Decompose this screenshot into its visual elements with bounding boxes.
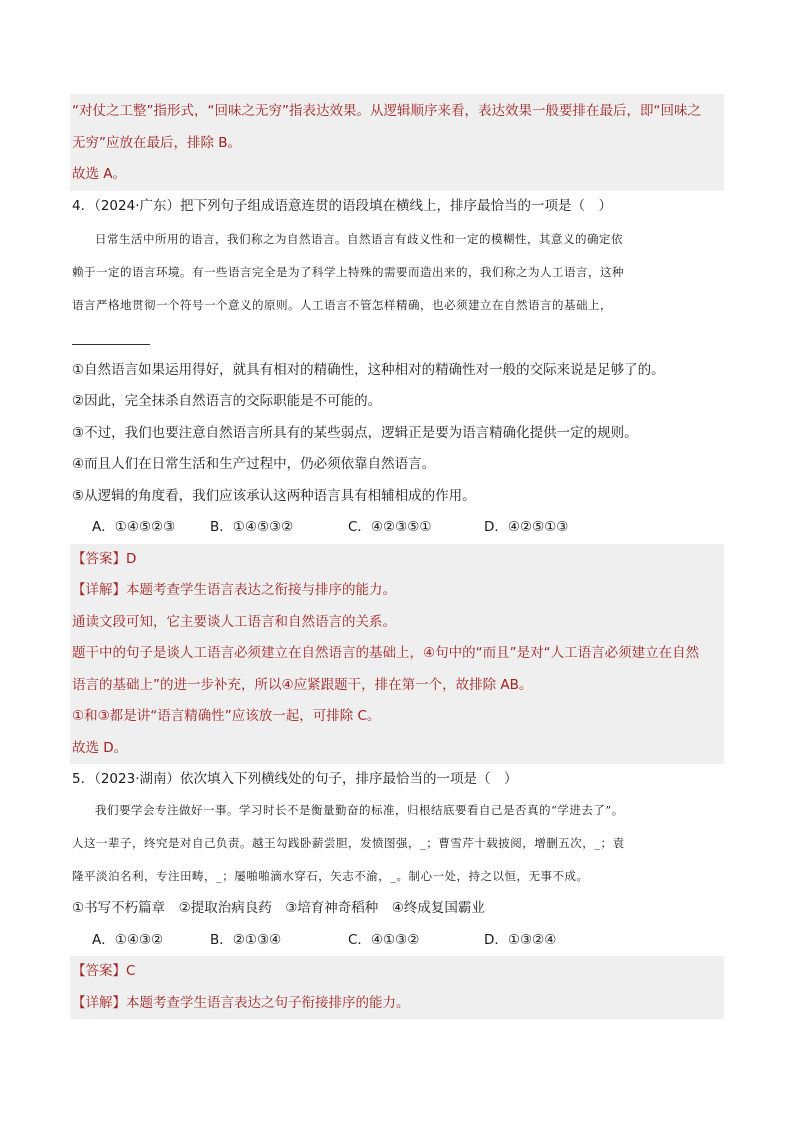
- detail-tag: 【详解】: [72, 994, 126, 1011]
- sentence-item: ⑤从逻辑的角度看，我们应该承认这两种语言具有相辅相成的作用。: [72, 487, 476, 504]
- conclusion-line: 故选 D。: [72, 739, 128, 756]
- detail-line: 题干中的句子是谈人工语言必须建立在自然语言的基础上，④句中的“而且”是对“人工语言必须建立在自然: [72, 645, 700, 661]
- sentence-item: ③不过，我们也要注意自然语言所具有的某些弱点，逻辑正是要为语言精确化提供一定的规则。: [72, 424, 638, 441]
- passage-line: 赖于一定的语言环境。有一些语言完全是为了科学上特殊的需要而造出来的，我们称之为人工语言，这种: [72, 264, 624, 279]
- question-4-sentences: [70, 355, 724, 513]
- question-4-options: [70, 512, 724, 544]
- option-d: D．①③②④: [484, 931, 557, 948]
- sentence-item: ②因此，完全抹杀自然语言的交际职能是不可能的。: [72, 393, 382, 409]
- question-5-passage: [70, 794, 724, 893]
- explanation-line: 无穷”应放在最后，排除 B。: [72, 134, 242, 151]
- question-5-stem: 5．（2023·湖南）依次填入下列横线处的句子，排序最恰当的一项是（ ）: [72, 771, 518, 787]
- passage-line: 人这一辈子，终究是对自己负责。越王勾践卧薪尝胆，发愤图强，_；曹雪芹十载披阅，增删五次，_；袁: [72, 836, 625, 850]
- question-4-answer-block: [70, 544, 724, 765]
- document-page: [70, 94, 724, 1019]
- question-5-options: [70, 925, 724, 957]
- question-4-stem: 4．（2024·广东）把下列句子组成语意连贯的语段填在横线上，排序最恰当的一项是（ ）: [72, 197, 612, 214]
- sentence-item: ①自然语言如果运用得好，就具有相对的精确性，这种相对的精确性对一般的交际来说是足够了的。: [72, 361, 665, 378]
- answer-tag: 【答案】: [72, 550, 126, 567]
- answer-value: D: [126, 550, 137, 567]
- explanation-line: “对仗之工整”指形式，“回味之无穷”指表达效果。从逻辑顺序来看，表达效果一般要排在最后，即“回味之: [72, 103, 701, 119]
- detail-line: 本题考查学生语言表达之衔接与排序的能力。: [126, 582, 396, 598]
- detail-tag: 【详解】: [72, 582, 126, 598]
- option-c: C．④①③②: [348, 931, 420, 948]
- fill-in-blank-line: [72, 324, 150, 345]
- option-a: A．①④③②: [92, 931, 164, 948]
- option-a: A．①④⑤②③: [92, 519, 176, 535]
- question-5-answer-block: [70, 956, 724, 1019]
- conclusion-line: 故选 A。: [72, 166, 127, 182]
- option-b: B．①④⑤③②: [210, 519, 294, 535]
- question-4-passage: [70, 223, 724, 345]
- sentence-item: ④而且人们在日常生活和生产过程中，仍必须依靠自然语言。: [72, 456, 436, 472]
- answer-tag: 【答案】: [72, 963, 126, 979]
- detail-line: ①和③都是讲“语言精确性”应该放一起，可排除 C。: [72, 708, 381, 724]
- option-d: D．④②⑤①③: [484, 519, 569, 535]
- answer-value: C: [126, 963, 136, 979]
- previous-explanation-block: [70, 94, 724, 191]
- passage-line: 隆平淡泊名利，专注田畴，_；屡啪啪滴水穿石，矢志不渝，_。制心一处，持之以恒，无事不成。: [72, 869, 589, 883]
- question-5-items: ①书写不朽篇章 ②提取治病良药 ③培育神奇稻种 ④终成复国霸业: [72, 900, 485, 916]
- option-c: C．④②③⑤①: [348, 519, 432, 535]
- option-b: B．②①③④: [210, 931, 282, 948]
- passage-line: 我们要学会专注做好一事。学习时长不是衡量勤奋的标准，归根结底要看自己是否真的“学进去了”。: [95, 803, 624, 817]
- passage-line: 语言严格地贯彻一个符号一个意义的原则。人工语言不管怎样精确，也必须建立在自然语言的基础上，: [72, 297, 612, 312]
- detail-line: 语言的基础上”的进一步补充，所以④应紧跟题干，排在第一个，故排除 AB。: [72, 676, 533, 693]
- detail-line: 通读文段可知，它主要谈人工语言和自然语言的关系。: [72, 613, 396, 630]
- detail-line: 本题考查学生语言表达之句子衔接排序的能力。: [126, 994, 410, 1011]
- passage-line: 日常生活中所用的语言，我们称之为自然语言。自然语言有歧义性和一定的模糊性，其意义的确定依: [95, 231, 623, 246]
